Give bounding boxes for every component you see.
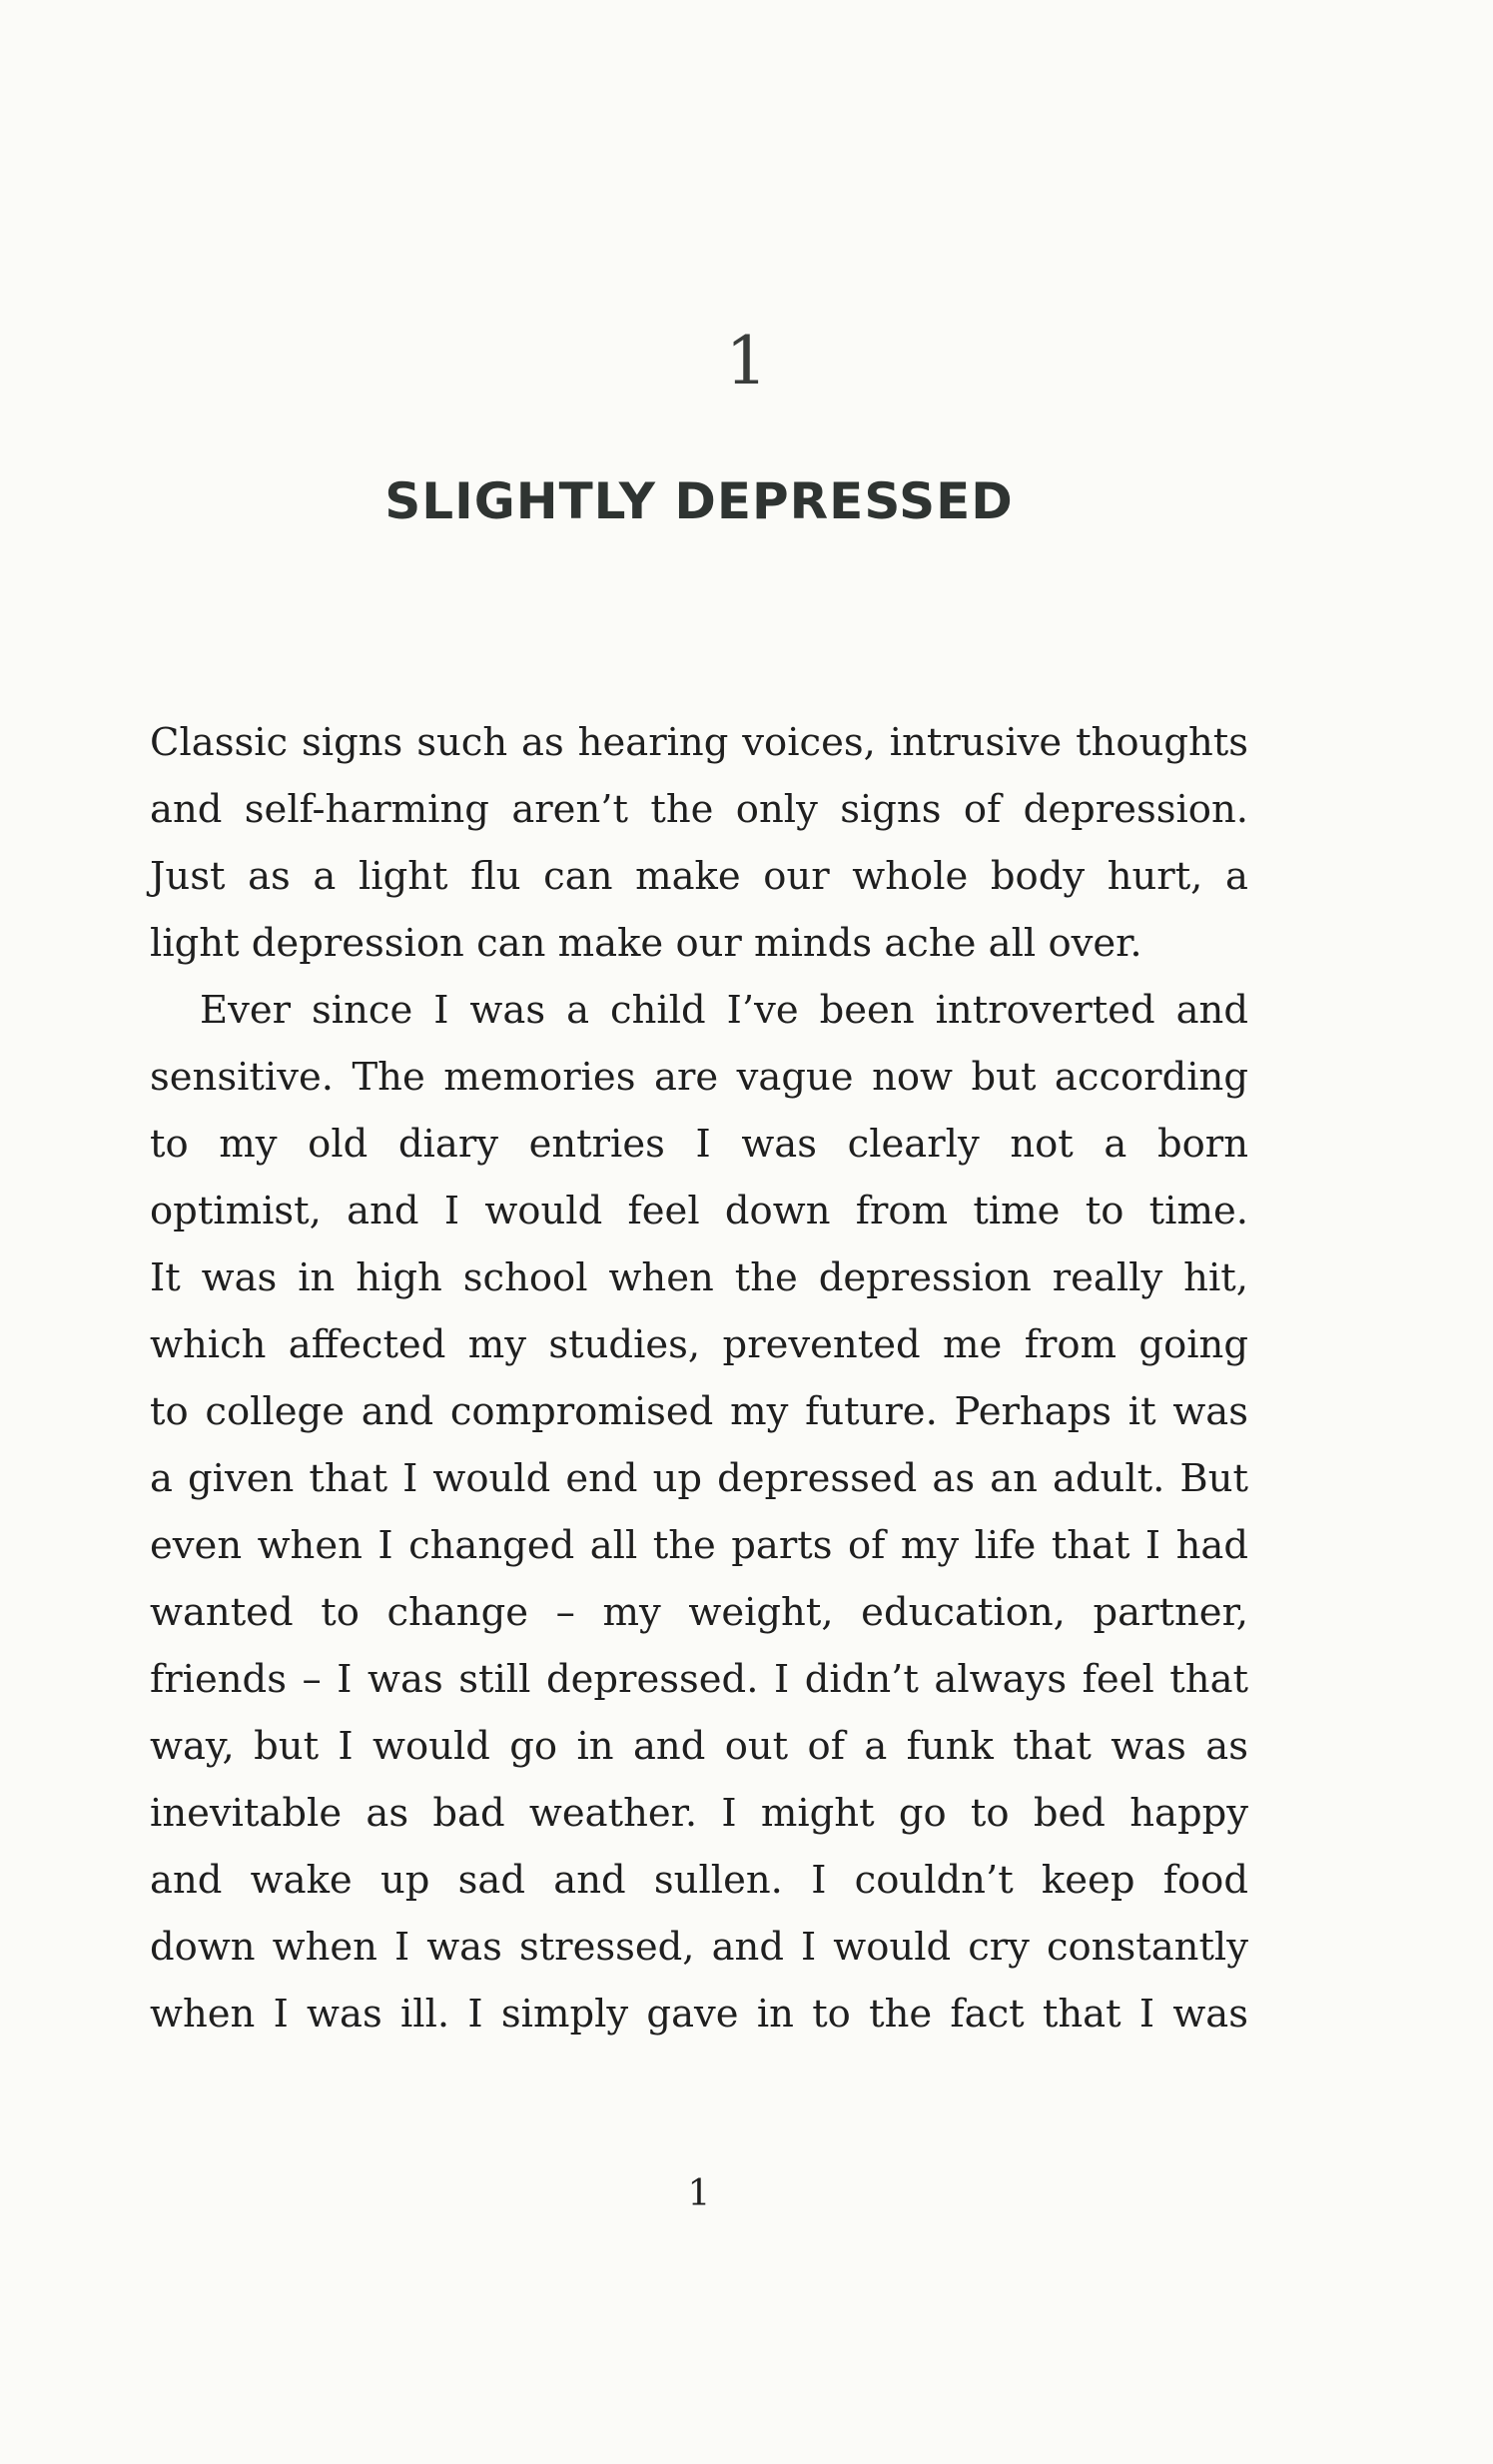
text-line: to college and compromised my future. Perhaps it was bbox=[150, 1389, 1248, 1434]
text-line: wanted to change – my weight, education, partner, bbox=[150, 1590, 1248, 1635]
chapter-number: 1 bbox=[725, 323, 768, 400]
paragraph-2 bbox=[150, 977, 1248, 2048]
paragraph-1 bbox=[150, 709, 1248, 977]
text-line: down when I was stressed, and I would cry constantly bbox=[150, 1925, 1248, 1970]
text-line: Ever since I was a child I’ve been introverted and bbox=[200, 988, 1248, 1033]
text-line: even when I changed all the parts of my life that I had bbox=[150, 1523, 1248, 1568]
text-line: It was in high school when the depression really hit, bbox=[150, 1255, 1248, 1300]
text-line: which affected my studies, prevented me from going bbox=[150, 1322, 1248, 1367]
text-line: and wake up sad and sullen. I couldn’t keep food bbox=[150, 1858, 1248, 1903]
text-line: and self-harming aren’t the only signs of depression. bbox=[150, 787, 1248, 832]
text-line: when I was ill. I simply gave in to the fact that I was bbox=[150, 1992, 1248, 2037]
body-text bbox=[150, 709, 1248, 2048]
text-line: way, but I would go in and out of a funk that was as bbox=[150, 1724, 1248, 1769]
text-line: optimist, and I would feel down from time to time. bbox=[150, 1189, 1248, 1233]
text-line: Classic signs such as hearing voices, intrusive thoughts bbox=[150, 720, 1248, 765]
text-line: Just as a light flu can make our whole body hurt, a bbox=[150, 854, 1248, 899]
chapter-title: SLIGHTLY DEPRESSED bbox=[384, 472, 1014, 530]
text-line: friends – I was still depressed. I didn’t always feel that bbox=[150, 1657, 1248, 1702]
text-line: a given that I would end up depressed as an adult. But bbox=[150, 1456, 1248, 1501]
page-number: 1 bbox=[687, 2173, 711, 2214]
text-line: to my old diary entries I was clearly not a born bbox=[150, 1122, 1248, 1167]
text-line: sensitive. The memories are vague now but according bbox=[150, 1055, 1248, 1100]
text-line: light depression can make our minds ache all over. bbox=[150, 921, 1142, 966]
text-line: inevitable as bad weather. I might go to bed happy bbox=[150, 1791, 1248, 1836]
